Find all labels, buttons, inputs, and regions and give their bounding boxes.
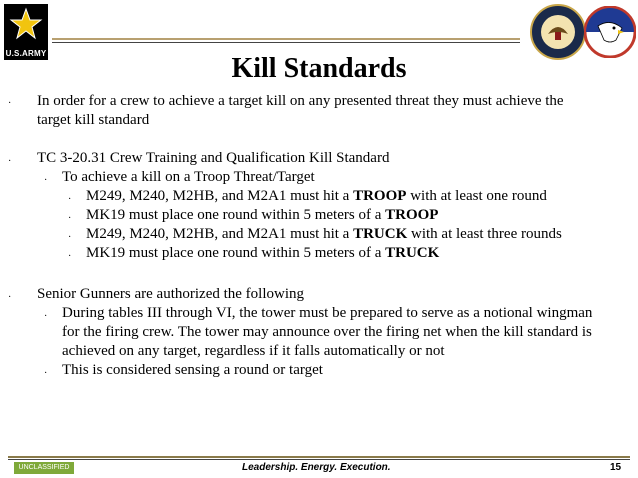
- bullet-text: TC 3-20.31 Crew Training and Qualification Kill Standard: [37, 150, 390, 166]
- footer-divider-dark: [8, 459, 630, 460]
- classification-badge: UNCLASSIFIED: [14, 462, 74, 474]
- sub-bullet-text: achieved on any target, regardless if it falls automatically or not: [62, 343, 445, 359]
- sub-sub-bullet-marker: ·: [68, 213, 72, 224]
- logo-text: U.S.ARMY: [5, 49, 47, 58]
- footer-divider: [8, 456, 630, 458]
- sub-sub-bullet-marker: ·: [68, 194, 72, 205]
- sub-sub-bullet-marker: ·: [68, 251, 72, 262]
- sub-sub-bullet-text: MK19 must place one round within 5 meters of a TRUCK: [86, 245, 440, 261]
- header-divider: [52, 38, 520, 40]
- bullet-text: In order for a crew to achieve a target kill on any presented threat they must achieve the: [37, 93, 564, 109]
- sub-bullet-text: This is considered sensing a round or target: [62, 362, 323, 378]
- sub-sub-bullet-text: M249, M240, M2HB, and M2A1 must hit a TRUCK with at least three rounds: [86, 226, 562, 242]
- sub-bullet-text: During tables III through VI, the tower must be prepared to serve as a notional wingman: [62, 305, 593, 321]
- footer-motto: Leadership. Energy. Execution.: [242, 462, 391, 473]
- sub-bullet-marker: ·: [44, 175, 48, 186]
- eagle-patch-icon: [584, 6, 636, 58]
- bullet-marker: ·: [8, 292, 12, 303]
- sub-sub-bullet-text: MK19 must place one round within 5 meters of a TROOP: [86, 207, 439, 223]
- bullet-marker: ·: [8, 156, 12, 167]
- sub-bullet-marker: ·: [44, 368, 48, 379]
- army-logo: [4, 4, 48, 60]
- bullet-text: Senior Gunners are authorized the following: [37, 286, 305, 302]
- sub-bullet-marker: ·: [44, 311, 48, 322]
- army-seal-icon: [530, 4, 586, 60]
- bullet-text: target kill standard: [37, 112, 150, 128]
- army-star-icon: [8, 6, 44, 42]
- sub-bullet-text: To achieve a kill on a Troop Threat/Target: [62, 169, 315, 185]
- page-number: 15: [610, 462, 622, 473]
- bullet-marker: ·: [8, 98, 12, 109]
- sub-sub-bullet-text: M249, M240, M2HB, and M2A1 must hit a TROOP with at least one round: [86, 188, 547, 204]
- header-divider-dark: [52, 42, 520, 43]
- sub-bullet-text: for the firing crew. The tower may announce over the firing net when the kill standard is: [62, 324, 592, 340]
- sub-sub-bullet-marker: ·: [68, 232, 72, 243]
- slide-title: Kill Standards: [231, 53, 407, 84]
